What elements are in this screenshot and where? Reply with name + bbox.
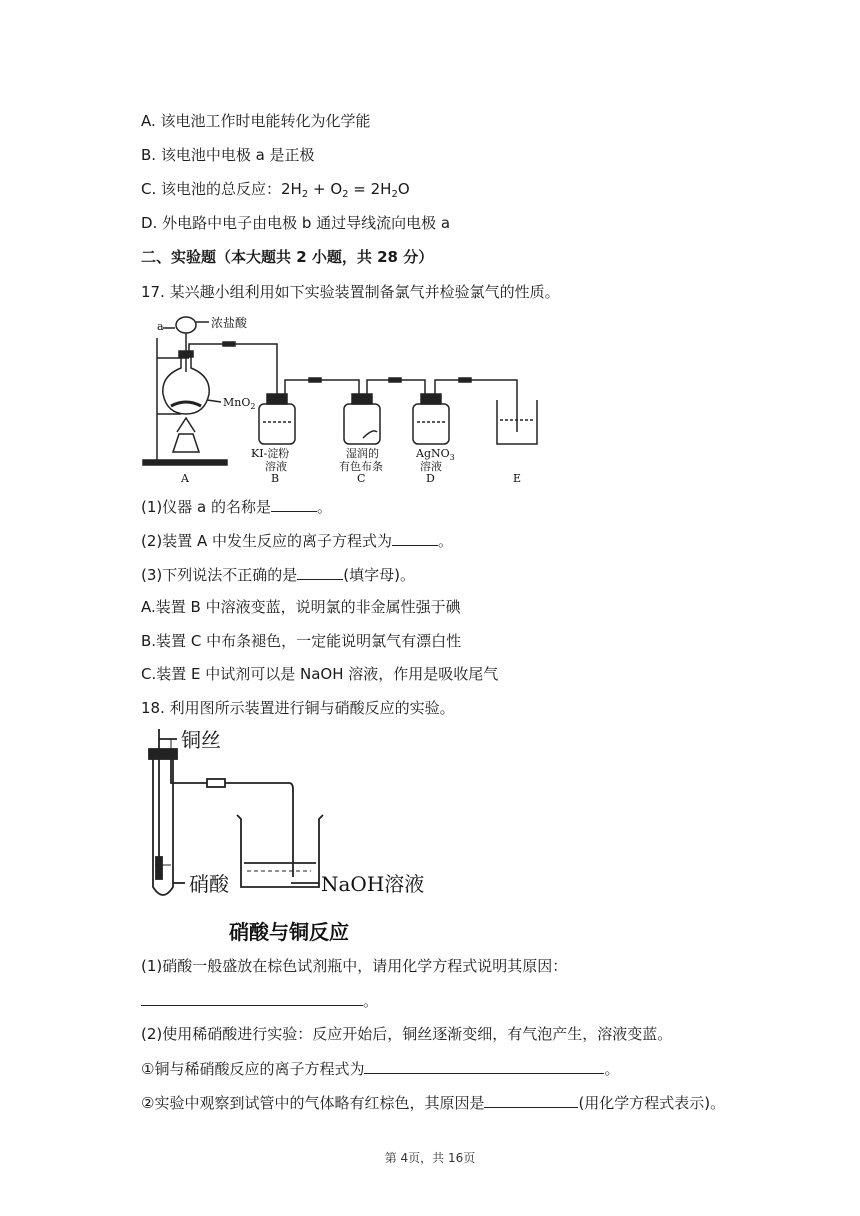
option-c — [141, 179, 410, 205]
label-naoh: NaOH溶液 — [321, 872, 425, 896]
letter-d: D — [426, 472, 435, 485]
mno2-text: MnO — [223, 396, 251, 409]
label-hcl: 浓盐酸 — [211, 316, 248, 330]
tube-a-b — [189, 344, 277, 394]
q18-sub1-text: ①铜与稀硝酸反应的离子方程式为 — [141, 1060, 365, 1078]
page-footer: 第 4页，共 16页 — [384, 1151, 476, 1165]
q18-part1: (1)硝酸一般盛放在棕色试剂瓶中，请用化学方程式说明其原因： — [141, 957, 568, 975]
q17-part3-end: (填字母)。 — [343, 566, 415, 584]
q18-title: 18. 利用图所示装置进行铜与硝酸反应的实验。 — [141, 699, 455, 717]
q17-part1 — [141, 496, 332, 517]
answer-blank[interactable] — [297, 564, 343, 580]
tube-b-c — [285, 380, 359, 394]
answer-blank[interactable] — [484, 1092, 578, 1108]
q17-part2-end: 。 — [438, 532, 454, 550]
answer-blank[interactable] — [364, 1058, 604, 1074]
q17-part3 — [141, 564, 415, 585]
q18-sub2-text: ②实验中观察到试管中的气体略有红棕色，其原因是 — [141, 1094, 485, 1112]
agno3-sub: 3 — [449, 453, 455, 462]
q17-option-c: C.装置 E 中试剂可以是 NaOH 溶液，作用是吸收尾气 — [141, 665, 499, 683]
eq-sub: 2 — [301, 189, 309, 200]
separatory-funnel — [176, 317, 196, 333]
tube-stopper — [149, 749, 177, 759]
q17-part2-text: (2)装置 A 中发生反应的离子方程式为 — [141, 532, 393, 550]
label-nitric-acid: 硝酸 — [189, 872, 229, 896]
delivery-tube — [171, 775, 293, 877]
q18-sub1-end: 。 — [604, 1060, 620, 1078]
tube-joint — [459, 378, 471, 382]
label-copper-wire: 铜丝 — [181, 728, 221, 752]
tube-joint — [223, 342, 235, 346]
option-c-equation — [281, 180, 410, 198]
flame — [177, 418, 195, 432]
label-d-line2: 溶液 — [420, 460, 442, 473]
tube-joint — [389, 378, 401, 382]
q17-option-b: B.装置 C 中布条褪色，一定能说明氯气有漂白性 — [141, 632, 462, 650]
q17-part1-text: (1)仪器 a 的名称是 — [141, 498, 271, 516]
eq-part: + O — [308, 180, 343, 198]
q17-part1-end: 。 — [316, 498, 332, 516]
beaker — [237, 815, 323, 887]
eq-part: 2H — [281, 180, 302, 198]
q17-part3-text: (3)下列说法不正确的是 — [141, 566, 298, 584]
q18-part1-end: 。 — [363, 992, 379, 1010]
flask-stopper — [179, 351, 193, 357]
copper-coil — [156, 857, 162, 879]
option-b: B. 该电池中电极 a 是正极 — [141, 146, 315, 164]
eq-sub: 2 — [342, 189, 349, 200]
label-c-line2: 有色布条 — [339, 460, 383, 473]
eq-part: O — [397, 180, 410, 198]
bottle-c-stopper — [352, 394, 372, 404]
alcohol-lamp — [173, 434, 199, 452]
chlorine-apparatus-figure — [141, 314, 541, 486]
rubber-joint — [207, 779, 225, 787]
label-mno2 — [223, 396, 255, 411]
q18-part2: (2)使用稀硝酸进行实验：反应开始后，铜丝逐渐变细，有气泡产生，溶液变蓝。 — [141, 1025, 673, 1043]
label-a: a — [157, 320, 164, 333]
agno3-text: AgNO — [416, 447, 450, 460]
option-c-text: C. 该电池的总反应： — [141, 180, 282, 198]
eq-part: = 2H — [348, 180, 392, 198]
eq-sub: 2 — [391, 189, 398, 200]
q17-option-a: A.装置 B 中溶液变蓝，说明氯的非金属性强于碘 — [141, 598, 461, 616]
option-d: D. 外电路中电子由电极 b 通过导线流向电极 a — [141, 214, 451, 232]
label-b-line1: KI-淀粉 — [251, 447, 290, 460]
q18-sub1 — [141, 1058, 619, 1079]
answer-blank[interactable] — [271, 496, 317, 512]
bottle-b — [259, 404, 295, 444]
q18-sub2 — [141, 1092, 725, 1113]
stand-base — [143, 460, 227, 465]
answer-blank[interactable] — [141, 990, 363, 1006]
letter-e: E — [513, 472, 522, 485]
label-c-line1: 湿润的 — [346, 447, 379, 460]
bottle-d — [413, 404, 449, 444]
cloth-strip — [363, 431, 377, 438]
letter-c: C — [357, 472, 366, 485]
copper-nitric-acid-figure — [141, 727, 431, 949]
section-heading: 二、实验题（本大题共 2 小题，共 28 分） — [141, 248, 434, 266]
q17-part2 — [141, 530, 453, 551]
pointer-mno2 — [207, 400, 221, 402]
tube-joint — [309, 378, 321, 382]
bottle-b-stopper — [267, 394, 287, 404]
option-a: A. 该电池工作时电能转化为化学能 — [141, 112, 371, 130]
letter-a: A — [181, 472, 189, 485]
bottle-d-stopper — [421, 394, 441, 404]
q18-sub2-end: (用化学方程式表示)。 — [578, 1094, 726, 1112]
q18-part1-answer — [141, 990, 378, 1011]
mno2-sub: 2 — [250, 402, 256, 411]
label-b-line2: 溶液 — [265, 460, 287, 473]
letter-b: B — [271, 472, 280, 485]
answer-blank[interactable] — [392, 530, 438, 546]
bottle-c — [344, 404, 380, 444]
mno2-solid — [171, 402, 201, 406]
figure-caption: 硝酸与铜反应 — [229, 920, 349, 944]
q17-title: 17. 某兴趣小组利用如下实验装置制备氯气并检验氯气的性质。 — [141, 283, 560, 301]
